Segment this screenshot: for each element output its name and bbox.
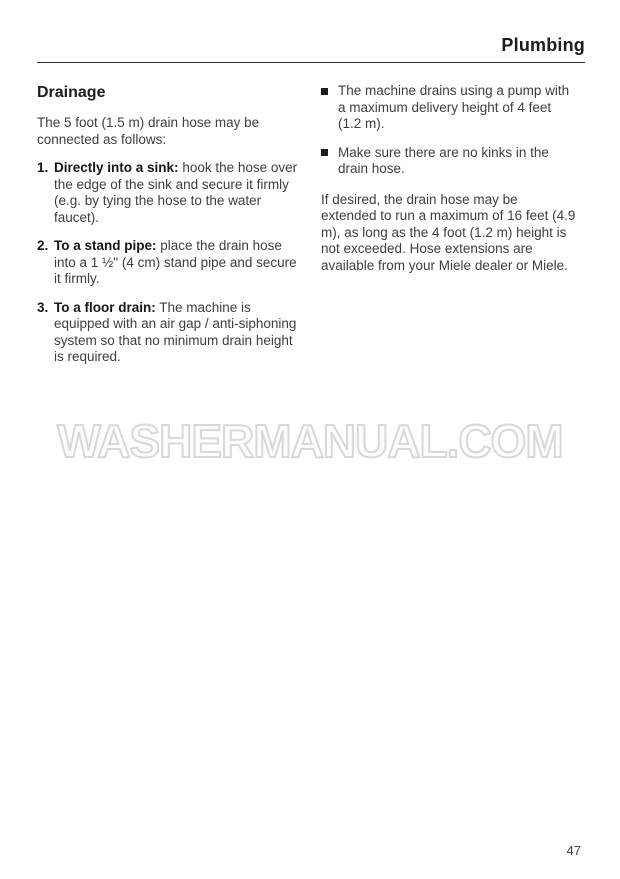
bullet-text: The machine drains using a pump with a maximum delivery height of 4 feet (1.2 m). [338,83,570,131]
item-lead: Directly into a sink: [54,160,179,175]
item-number: 3. [37,299,49,315]
item-text: place the drain hose into a 1 ½" (4 cm) stand pipe and secure it firmly. [54,238,297,286]
right-column [321,83,576,286]
intro-paragraph: The 5 foot (1.5 m) drain hose may be connected as follows: [37,115,260,147]
item-text: The machine is equipped with an air gap / anti-siphoning system so that no minimum drain height is required. [54,299,297,364]
numbered-item-3 [37,300,299,366]
square-bullet-icon [321,149,328,156]
item-lead: To a floor drain: [54,299,156,315]
left-column [37,83,299,378]
square-bullet-icon [321,88,328,95]
item-number: 2. [37,238,49,253]
item-text: hook the hose over the edge of the sink and secure it firmly (e.g. by tying the hose to the water faucet). [54,160,298,225]
hose-extension-paragraph: If desired, the drain hose may be extended to run a maximum of 16 feet (4.9 m), as long as the 4 foot (1.2 m) height is not exceeded. Hose extensions are available from your Miele dealer or Miele. [321,191,576,273]
item-number: 1. [37,160,49,175]
header-rule [37,62,585,63]
numbered-item-2 [37,238,299,288]
bullet-text: Make sure there are no kinks in the drain hose. [338,144,549,176]
bullet-item-1 [321,83,576,133]
header-title: Plumbing [501,35,585,55]
page-number: 47 [566,843,581,858]
drainage-heading: Drainage [37,84,106,101]
content-columns [37,83,585,378]
numbered-item-1 [37,160,299,226]
item-lead: To a stand pipe: [54,238,157,253]
bullet-item-2 [321,145,576,178]
watermark-text: WASHERMANUAL.COM [57,415,563,467]
page-header [37,0,585,63]
